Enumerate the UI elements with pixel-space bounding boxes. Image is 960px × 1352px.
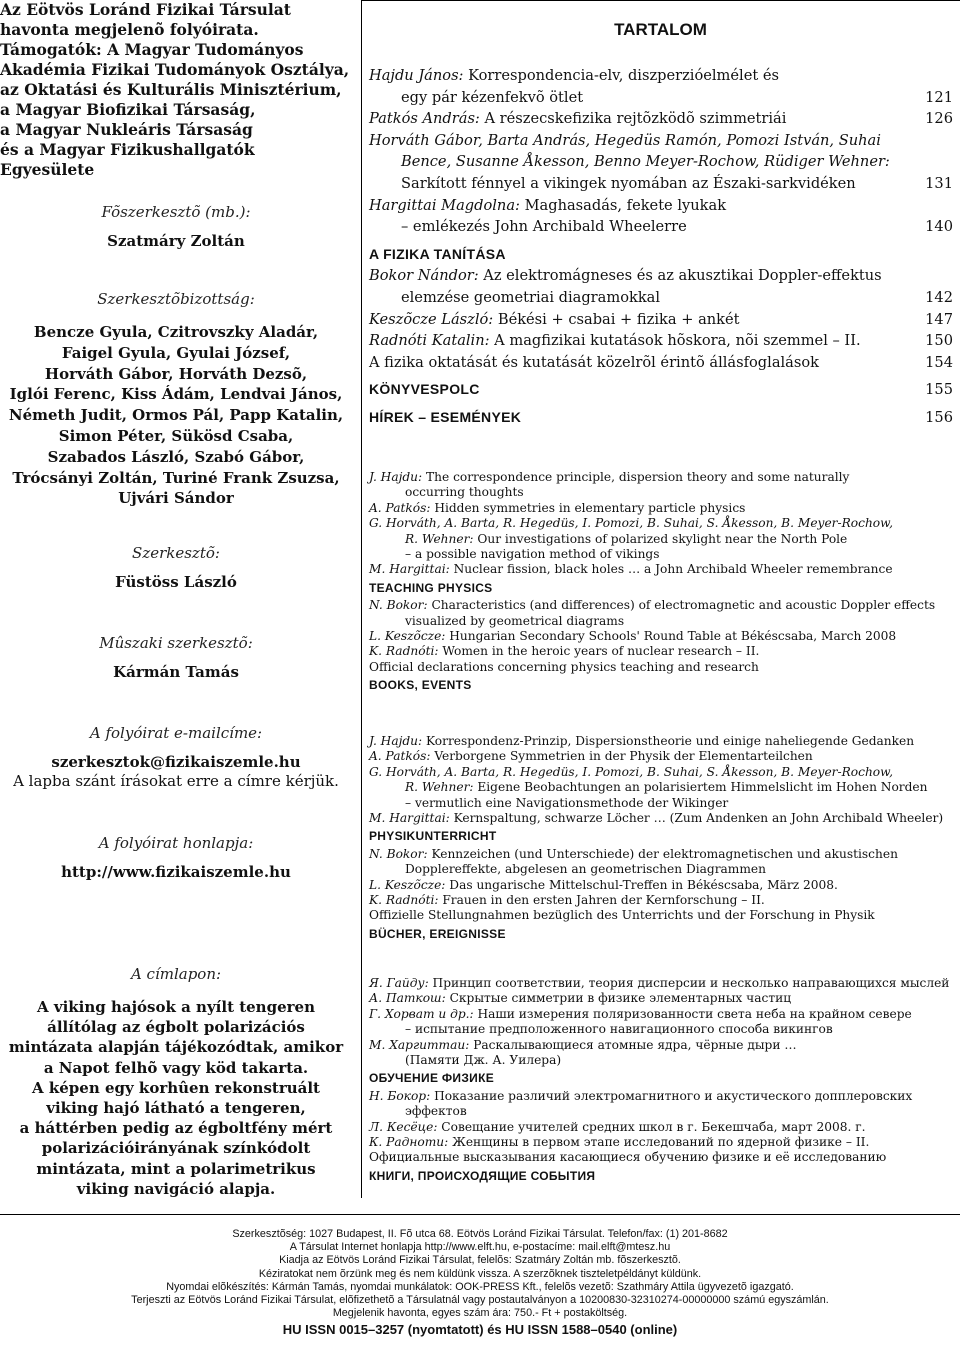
toc-entry-title: A magfizikai kutatások hõskora, nõi szemmel – II. <box>489 332 861 350</box>
footer-line: A Társulat Internet honlapja http://www.elft.hu, e-postacíme: mail.elft@mtesz.hu <box>289 1241 671 1254</box>
cover-line: állítólag az égbolt polarizációs <box>47 1018 305 1037</box>
toc-entry[interactable] <box>369 309 953 331</box>
author: М. Харгиттаи: <box>369 1037 470 1052</box>
board-line: Iglói Ferenc, Kiss Ádám, Lendvai János, <box>9 385 343 404</box>
cover-line: polarizációirányának színkódolt <box>41 1139 311 1158</box>
toc-entry-title: – emlékezés John Archibald Wheelerre <box>401 218 687 236</box>
author: M. Hargittai: <box>369 811 450 826</box>
toc-entry[interactable] <box>369 407 953 429</box>
header-line: a Magyar Nukleáris Társaság <box>0 120 253 139</box>
article-title: Das ungarische Mittelschul-Treffen in Békéscsaba, März 2008. <box>445 877 838 892</box>
toc-page: 121 <box>925 88 953 106</box>
toc-entry-title: Az elektromágneses és az akusztikai Doppler-effektus <box>478 267 882 285</box>
toc-page: 156 <box>925 408 953 426</box>
cover-line: viking navigáció alapja. <box>76 1179 276 1198</box>
article-title: – a possible navigation method of vikings <box>405 547 660 562</box>
editor-label: Szerkesztõ: <box>132 544 220 562</box>
section-heading: BOOKS, EVENTS <box>369 678 472 693</box>
section-heading: TEACHING PHYSICS <box>369 580 493 595</box>
cover-line: a Napot felhõ vagy köd takarta. <box>43 1058 309 1077</box>
cover-line: mintázata, mint a polarimetrikus <box>36 1159 316 1178</box>
toc-section-heading: KÖNYVESPOLC <box>369 381 480 398</box>
article-title: Совещание учителей средних школ в г. Бекешчаба, март 2008. г. <box>437 1119 866 1134</box>
article-title: The correspondence principle, dispersion theory and some naturally <box>422 470 850 484</box>
article-title: Characteristics (and differences) of electromagnetic and acoustic Doppler effects <box>427 598 936 613</box>
footer-line: Kiadja az Eötvös Loránd Fizikai Társulat, felelõs: Szatmáry Zoltán mb. fõszerkesztõ. <box>279 1254 681 1267</box>
toc-entry[interactable] <box>369 130 953 195</box>
article-title: Frauen in den ersten Jahren der Kernforschung – II. <box>438 893 765 908</box>
footer-line: Nyomdai elõkészítés: Kármán Tamás, nyomdai munkálatok: OOK-PRESS Kft., felelõs vezetõ: Szathmáry Attila ügyvezetõ igazgató. <box>166 1280 794 1293</box>
toc-section-heading: A FIZIKA TANÍTÁSA <box>369 245 506 262</box>
author: К. Радноти: <box>369 1135 449 1150</box>
author: N. Bokor: <box>369 846 428 861</box>
header-line: Az Eötvös Loránd Fizikai Társulat <box>0 0 291 19</box>
toc-entry-title: Maghasadás, fekete lyukak <box>519 196 727 214</box>
author: Г. Хорват и др.: <box>369 1006 474 1021</box>
author: J. Hajdu: <box>369 470 423 484</box>
cover-line: mintázata alapján tájékozódtak, amikor <box>8 1038 344 1057</box>
board-line: Bencze Gyula, Czitrovszky Aladár, <box>33 323 319 341</box>
cover-line: A viking hajósok a nyílt tengeren <box>37 998 315 1016</box>
author: Н. Бокор: <box>369 1088 431 1103</box>
toc-entry[interactable] <box>369 65 953 108</box>
toc-page: 155 <box>925 381 953 399</box>
toc-page: 150 <box>925 332 953 350</box>
article-title: Показание различий электромагнитного и акустического допплеровских <box>430 1088 913 1103</box>
homepage-link[interactable]: http://www.fizikaiszemle.hu <box>61 863 291 881</box>
author: Я. Гайду: <box>369 976 429 990</box>
board-line: Horváth Gábor, Horváth Dezsõ, <box>44 364 308 383</box>
cover-line: viking hajó látható a tengeren, <box>46 1099 306 1118</box>
article-title: Dopplereffekte, abgelesen an geometrischen Diagrammen <box>405 862 766 877</box>
article-title: occurring thoughts <box>405 485 524 500</box>
author: N. Bokor: <box>369 598 428 613</box>
toc-author: Hajdu János: <box>369 67 464 84</box>
toc-page: 131 <box>925 174 953 192</box>
board-line: Faigel Gyula, Gyulai József, <box>61 343 291 362</box>
toc-page: 142 <box>925 288 953 306</box>
imprint-footer <box>0 1228 960 1337</box>
tech-editor-label: Mûszaki szerkesztõ: <box>99 634 253 652</box>
section-heading: PHYSIKUNTERRICHT <box>369 829 497 844</box>
board-line: Ujvári Sándor <box>118 489 234 508</box>
author: G. Horváth, A. Barta, R. Hegedüs, I. Pomozi, B. Suhai, S. Åkesson, B. Meyer-Rochow, <box>369 764 893 779</box>
author: K. Radnóti: <box>369 644 439 659</box>
author: L. Keszõcze: <box>369 877 446 892</box>
author: G. Horváth, A. Barta, R. Hegedüs, I. Pomozi, B. Suhai, S. Åkesson, B. Meyer-Rochow, <box>369 516 893 531</box>
toc-entry-title: egy pár kézenfekvõ ötlet <box>401 88 584 106</box>
tech-editor-name: Kármán Tamás <box>113 663 239 681</box>
article-title: Our investigations of polarized skylight near the North Pole <box>473 531 848 546</box>
toc-entry-title: Korrespondencia-elv, diszperzióelmélet és <box>463 67 779 84</box>
author: M. Hargittai: <box>369 562 450 577</box>
article-title: Hungarian Secondary Schools' Round Table at Békéscsaba, March 2008 <box>445 629 897 644</box>
board-line: Simon Péter, Sükösd Csaba, <box>58 426 294 445</box>
toc-author: Patkós András: <box>369 110 480 128</box>
toc-author: Bence, Susanne Åkesson, Benno Meyer-Rochow, Rüdiger Wehner: <box>401 153 890 171</box>
board-label: Szerkesztõbizottság: <box>97 290 255 308</box>
homepage-label: A folyóirat honlapja: <box>98 834 254 852</box>
header-line: Támogatók: A Magyar Tudományos <box>0 40 304 59</box>
footer-line: Kéziratokat nem õrzünk meg és nem küldünk vissza. A szerzõknek tiszteletpéldányt küldünk. <box>258 1267 702 1280</box>
board-members <box>0 322 352 509</box>
toc-page: 147 <box>925 310 953 328</box>
section-heading: КНИГИ, ПРОИСХОДЯЩИЕ СОБЫТИЯ <box>369 1168 596 1183</box>
toc-entry[interactable] <box>369 265 953 308</box>
author: A. Patkós: <box>369 749 431 764</box>
article-title: Kennzeichen (und Unterschiede) der elektromagnetischen und akustischen <box>427 846 898 861</box>
toc-box-top <box>361 0 960 1</box>
header-line: az Oktatási és Kulturális Minisztérium, <box>0 80 342 99</box>
author: Л. Кесёце: <box>369 1119 438 1134</box>
article-title: Offizielle Stellungnahmen bezüglich des Unterrichts und der Forschung in Physik <box>369 908 875 923</box>
article-title: Nuclear fission, black holes … a John Archibald Wheeler remembrance <box>449 562 893 577</box>
cover-description <box>0 997 352 1199</box>
board-line: Trócsányi Zoltán, Turiné Frank Zsuzsa, <box>12 468 340 487</box>
header-line: havonta megjelenõ folyóirata. <box>0 20 259 39</box>
toc-entry[interactable] <box>369 108 953 130</box>
email-address[interactable]: szerkesztok@fizikaiszemle.hu <box>51 753 301 771</box>
author: R. Wehner: <box>405 531 474 546</box>
article-title: Kernspaltung, schwarze Löcher … (Zum Andenken an John Archibald Wheeler) <box>449 811 944 826</box>
toc-page: 126 <box>925 110 953 128</box>
contents-english <box>369 470 953 696</box>
article-title: (Памяти Дж. А. Уилера) <box>405 1053 562 1068</box>
toc-entry[interactable] <box>369 352 953 374</box>
cover-label: A címlapon: <box>130 965 222 983</box>
article-title: Hidden symmetries in elementary particle physics <box>430 500 746 515</box>
toc-entry-title: A fizika oktatását és kutatását közelrõl érintõ állásfoglalások <box>369 353 820 371</box>
issn: HU ISSN 0015–3257 (nyomtatott) és HU ISSN 1588–0540 (online) <box>282 1322 678 1338</box>
toc-entry[interactable] <box>369 330 953 352</box>
header-line: és a Magyar Fizikushallgatók Egyesülete <box>0 140 255 179</box>
toc-entry[interactable] <box>369 379 953 401</box>
article-title: Verborgene Symmetrien in der Physik der Elementarteilchen <box>430 749 813 764</box>
article-title: Наши измерения поляризованности света неба на крайном севере <box>473 1006 912 1021</box>
chief-editor-label: Fõszerkesztõ (mb.): <box>101 203 251 221</box>
footer-line: Megjelenik havonta, egyes szám ára: 750.- Ft + postaköltség. <box>332 1307 628 1320</box>
article-title: эффектов <box>405 1104 467 1119</box>
toc-page: 140 <box>925 218 953 236</box>
author: R. Wehner: <box>405 780 474 795</box>
toc-author: Radnóti Katalin: <box>369 332 490 350</box>
toc-entry-title: Sarkított fénnyel a vikingek nyomában az Északi-sarkvidéken <box>401 174 856 192</box>
footer-line: Szerkesztõség: 1027 Budapest, II. Fõ utca 68. Eötvös Loránd Fizikai Társulat. Telefon/fax: (1) 201-8682 <box>232 1228 728 1240</box>
article-title: Раскалывающиеся атомные ядра, чёрные дыри … <box>469 1037 797 1052</box>
section-heading: ОБУЧЕНИЕ ФИЗИКЕ <box>369 1071 495 1086</box>
contents-german <box>369 734 953 944</box>
contents-russian <box>369 976 953 1186</box>
toc-page: 154 <box>925 353 953 371</box>
author: L. Keszõcze: <box>369 629 446 644</box>
column-divider <box>361 0 362 1198</box>
toc-entry[interactable] <box>369 195 953 238</box>
toc-section-heading: HÍREK – ESEMÉNYEK <box>369 408 522 425</box>
article-title: – vermutlich eine Navigationsmethode der Wikinger <box>405 795 729 810</box>
board-line: Szabados László, Szabó Gábor, <box>47 447 305 466</box>
article-title: Women in the heroic years of nuclear research – II. <box>438 644 760 659</box>
article-title: Скрытые симметрии в физике элементарных частиц <box>445 991 792 1006</box>
article-title: Official declarations concerning physics teaching and research <box>369 659 759 674</box>
section-heading: BÜCHER, EREIGNISSE <box>369 926 506 941</box>
footer-line: Terjeszti az Eötvös Loránd Fizikai Társulat, elõfizethetõ a Társulatnál vagy postautalványon a 10200830-32310274-00000000 számú egyszámlán. <box>131 1294 829 1307</box>
publisher-info <box>0 0 352 180</box>
article-title: Eigene Beobachtungen an polarisiertem Himmelslicht im Hohen Norden <box>473 780 928 795</box>
toc-hungarian <box>369 65 953 429</box>
toc-entry-title: Békési + csabai + fizika + ankét <box>493 310 740 328</box>
article-title: – испытание предположенного навигационного способа викингов <box>405 1022 833 1037</box>
article-title: Korrespondenz-Prinzip, Dispersionstheorie und einige naheliegende Gedanken <box>422 734 915 748</box>
author: J. Hajdu: <box>369 734 423 748</box>
toc-author: Bokor Nándor: <box>369 267 479 285</box>
toc-entry-title: A részecskefizika rejtõzködõ szimmetriái <box>479 110 787 128</box>
article-title: Официальные высказывания касающиеся обучению физике и её исследованию <box>369 1150 887 1165</box>
article-title: Женщины в первом этапе исследований по ядерной физике – II. <box>448 1135 870 1150</box>
email-label: A folyóirat e-mailcíme: <box>89 724 263 742</box>
toc-title: TARTALOM <box>614 20 707 39</box>
cover-line: A képen egy korhûen rekonstruált <box>32 1078 320 1097</box>
author: А. Паткош: <box>369 991 446 1006</box>
header-line: a Magyar Biofizikai Társaság, <box>0 100 256 119</box>
cover-line: a háttérben pedig az égboltfény mért <box>19 1119 333 1138</box>
header-line: Akadémia Fizikai Tudományok Osztálya, <box>0 60 350 79</box>
toc-author: Horváth Gábor, Barta András, Hegedüs Ramón, Pomozi István, Suhai <box>369 131 881 149</box>
author: A. Patkós: <box>369 500 431 515</box>
author: K. Radnóti: <box>369 893 439 908</box>
toc-author: Hargittai Magdolna: <box>369 196 520 214</box>
email-note: A lapba szánt írásokat erre a címre kérjük. <box>13 772 339 790</box>
article-title: visualized by geometrical diagrams <box>405 613 625 628</box>
toc-entry-title: elemzése geometriai diagramokkal <box>401 288 661 306</box>
footer-divider <box>0 1214 960 1215</box>
toc-author: Keszõcze László: <box>369 310 494 328</box>
board-line: Németh Judit, Ormos Pál, Papp Katalin, <box>8 406 344 425</box>
chief-editor-name: Szatmáry Zoltán <box>107 232 245 250</box>
article-title: Принцип соответствии, теория дисперсии и несколько направающихся мыслей <box>428 976 950 990</box>
editor-name: Füstöss László <box>115 573 237 591</box>
